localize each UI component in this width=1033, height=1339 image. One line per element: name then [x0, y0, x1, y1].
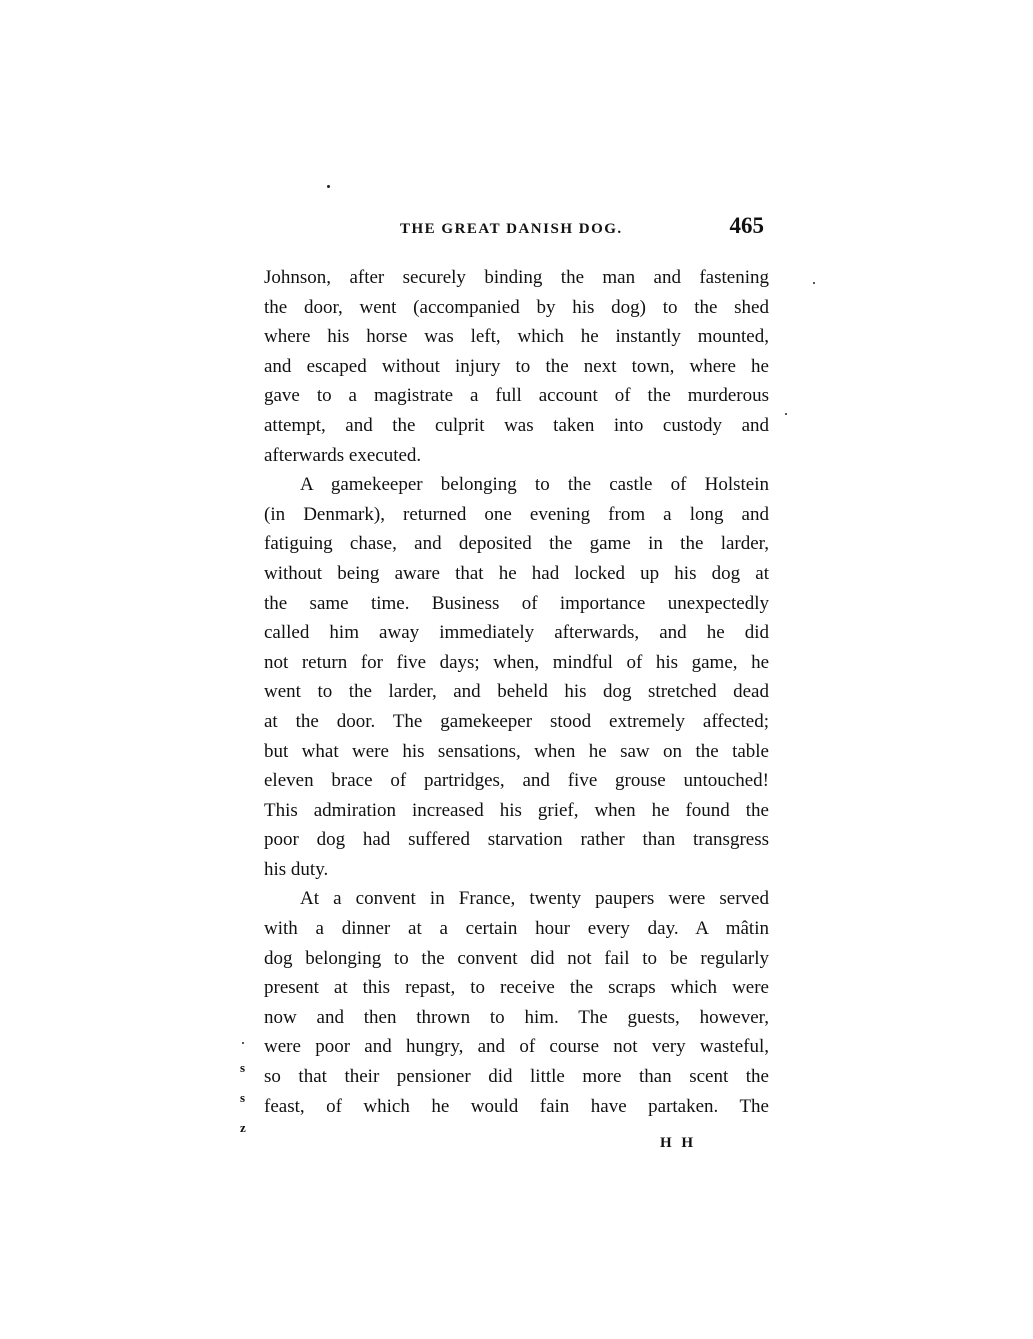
text-line: his duty.	[264, 858, 329, 880]
text-line: went to the larder, and beheld his dog stretched dead	[264, 681, 769, 703]
text-line: present at this repast, to receive the scraps which were	[264, 977, 769, 999]
ink-speck	[242, 1042, 244, 1044]
margin-mark: s	[240, 1060, 246, 1075]
text-line: at the door. The gamekeeper stood extremely affected;	[264, 710, 769, 732]
text-line: A gamekeeper belonging to the castle of Holstein	[300, 474, 769, 496]
text-line: without being aware that he had locked up his dog at	[264, 562, 769, 584]
text-line: Johnson, after securely binding the man and fastening	[264, 267, 769, 288]
text-line: (in Denmark), returned one evening from a long and	[264, 503, 769, 525]
text-line: but what were his sensations, when he saw on the table	[264, 740, 769, 762]
running-title: THE GREAT DANISH DOG.	[400, 221, 623, 237]
text-line: This admiration increased his grief, when he found the	[264, 799, 769, 821]
text-line: eleven brace of partridges, and five grouse untouched!	[264, 770, 769, 792]
signature-mark: H H	[660, 1135, 697, 1151]
text-line: the same time. Business of importance unexpectedly	[264, 592, 769, 614]
text-line: gave to a magistrate a full account of the murderous	[264, 385, 769, 407]
text-line: fatiguing chase, and deposited the game in the larder,	[264, 533, 769, 555]
text-line: attempt, and the culprit was taken into custody and	[264, 414, 769, 436]
body-text	[264, 263, 769, 1121]
text-line: the door, went (accompanied by his dog) to the shed	[264, 296, 769, 318]
text-line: now and then thrown to him. The guests, however,	[264, 1006, 769, 1028]
ink-speck	[813, 282, 815, 284]
text-line: poor dog had suffered starvation rather than transgress	[264, 829, 769, 851]
text-line: At a convent in France, twenty paupers were served	[300, 888, 769, 910]
text-line: afterwards executed.	[264, 444, 422, 466]
ink-speck	[327, 185, 330, 188]
text-line: not return for five days; when, mindful of his game, he	[264, 651, 769, 673]
margin-mark: s	[240, 1090, 246, 1105]
text-line: where his horse was left, which he instantly mounted,	[264, 326, 769, 348]
text-line: so that their pensioner did little more than scent the	[264, 1066, 769, 1088]
text-line: and escaped without injury to the next town, where he	[264, 355, 769, 377]
text-line: called him away immediately afterwards, and he did	[264, 622, 769, 644]
text-line: feast, of which he would fain have partaken. The	[264, 1095, 769, 1117]
margin-mark: z	[240, 1120, 246, 1135]
text-line: dog belonging to the convent did not fail to be regularly	[264, 947, 769, 969]
text-line: with a dinner at a certain hour every day. A mâtin	[264, 918, 769, 940]
text-line: were poor and hungry, and of course not very wasteful,	[264, 1036, 769, 1058]
running-head	[265, 213, 770, 245]
page-number: 465	[729, 213, 764, 238]
ink-speck	[785, 413, 787, 415]
